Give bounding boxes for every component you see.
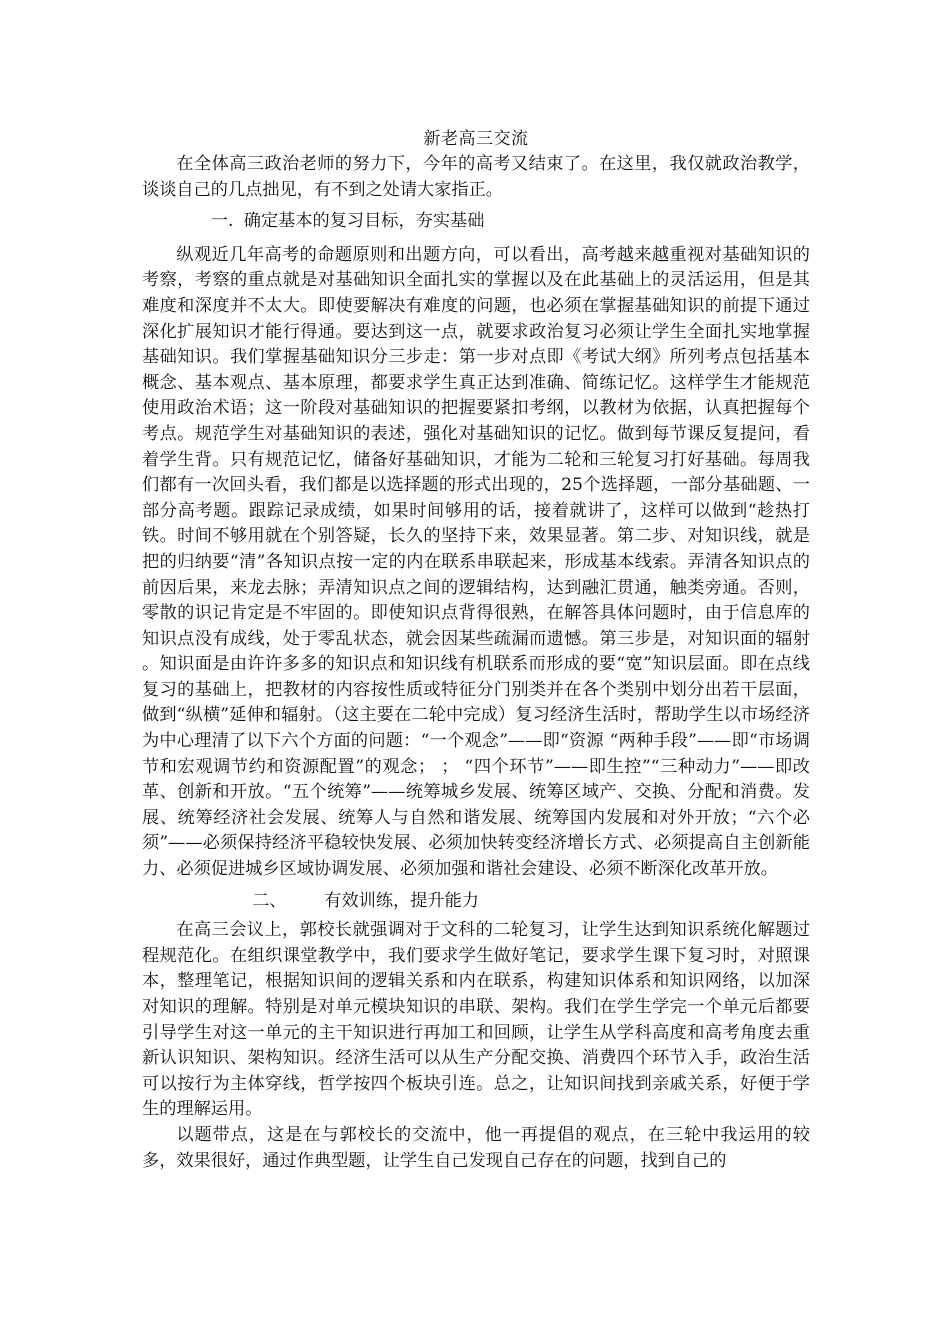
section-2-paragraph-2: 以题带点，这是在与郭校长的交流中，他一再提倡的观点，在三轮中我运用的较多，效果很好，通过作典型题，让学生自己发现自己存在的问题，找到自己的 xyxy=(142,1124,810,1171)
document-page xyxy=(142,126,810,1174)
section-1-title: 确定基本的复习目标，夯实基础 xyxy=(243,211,485,232)
section-1-heading xyxy=(142,209,810,235)
section-2-number: 二、 xyxy=(252,890,287,911)
section-1-paragraph: 纵观近几年高考的命题原则和出题方向，可以看出，高考越来越重视对基础知识的考察，考察的重点就是对基础知识全面扎实的掌握以及在此基础上的灵活运用，但是其难度和深度并不太大。即使要解决有难度的问题，也必须在掌握基础知识的前提下通过深化扩展知识才能行得通。要达到这一点，就要求政治复习必须让学生全面扎实地掌握基础知识。我们掌握基础知识分三步走：第一步对点即《考试大纲》所列考点包括基本概念、基本观点、基本原理，都要求学生真正达到准确、简练记忆。这样学生才能规范使用政治术语；这一阶段对基础知识的把握要紧扣考纲，以教材为依据，认真把握每个考点。规范学生对基础知识的表述，强化对基础知识的记忆。做到每节课反复提问，看着学生背。只有规范记忆，储备好基础知识，才能为二轮和三轮复习打好基础。每周我们都有一次回头看，我们都是以选择题的形式出现的，25个选择题，一部分基础题、一部分高考题。跟踪记录成绩，如果时间够用的话，接着就讲了，这样可以做到“趁热打铁。时间不够用就在个别答疑，长久的坚持下来，效果显著。第二步、对知识线，就是把的归纳要“清”各知识点按一定的内在联系串联起来，形成基本线索。弄清各知识点的前因后果，来龙去脉；弄清知识点之间的逻辑结构，达到融汇贯通，触类旁通。否则，零散的识记肯定是不牢固的。即使知识点背得很熟，在解答具体问题时，由于信息库的知识点没有成线，处于零乱状态，就会因某些疏漏而遗憾。第三步是，对知识面的辐射 。知识面是由许许多多的知识点和知识线有机联系而形成的要“宽”知识层面。即在点线复习的基础上，把教材的内容按性质或特征分门别类并在各个类别中划分出若干层面，做到“纵横”延伸和辐射。（这主要在二轮中完成）复习经济生活时，帮助学生以市场经济为中心理清了以下六个方面的问题：“一个观念”——即“资源 “两种手段”——即“市场调节和宏观调节约和资源配置”的观念； ； “四个环节”——即生控”“三种动力”——即改革、创新和开放。“五个统筹”——统筹城乡发展、统筹区域产、交换、分配和消费。发展、统筹经济社会发展、统筹人与自然和谐发展、统筹国内发展和对外开放；“六个必须”——必须保持经济平稳较快发展、必须加快转变经济增长方式、必须提高自主创新能力、必须促进城乡区域协调发展、必须加强和谐社会建设、必须不断深化改革开放。 xyxy=(142,244,810,880)
document-title: 新老高三交流 xyxy=(423,129,529,149)
section-2-heading xyxy=(142,889,810,915)
section-1-number: 一. xyxy=(210,211,234,232)
section-2-title: 有效训练，提升能力 xyxy=(324,890,479,911)
section-2-paragraph-1: 在高三会议上，郭校长就强调对于文科的二轮复习，让学生达到知识系统化解题过程规范化。在组织课堂教学中，我们要求学生做好笔记，要求学生课下复习时，对照课本，整理笔记，根据知识间的逻辑关系和内在联系，构建知识体系和知识网络，以加深对知识的理解。特别是对单元模块知识的串联、架构。我们在学生学完一个单元后都要引导学生对这一单元的主干知识进行再加工和回顾，让学生从学科高度和高考角度去重新认识知识、架构知识。经济生活可以从生产分配交换、消费四个环节入手，政治生活可以按行为主体穿线，哲学按四个板块引连。总之，让知识间找到亲戚关系，好便于学生的理解运用。 xyxy=(142,920,810,1120)
intro-paragraph: 在全体高三政治老师的努力下，今年的高考又结束了。在这里，我仅就政治教学，谈谈自己的几点拙见，有不到之处请大家指正。 xyxy=(142,154,810,200)
